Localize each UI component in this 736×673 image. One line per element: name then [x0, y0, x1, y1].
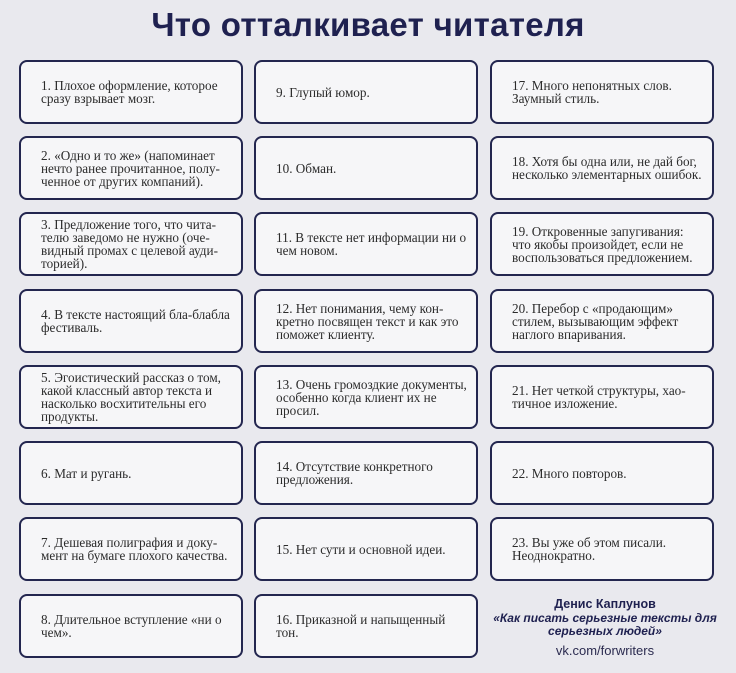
tip-card-11 — [254, 212, 478, 276]
tip-text: 1. Плохое оформление, которое сразу взрывает мозг. — [41, 78, 218, 106]
tip-text: 16. Приказной и напыщенный тон. — [276, 612, 446, 640]
tip-card-17 — [490, 60, 714, 124]
tip-text: 9. Глупый юмор. — [276, 84, 370, 100]
tip-card-18 — [490, 136, 714, 200]
tip-text: 14. Отсутствие конкретного предложения. — [276, 459, 433, 487]
tip-text: 5. Эгоистический рассказ о том, какой классный автор текста и насколько восхитительны его продукты. — [41, 370, 221, 424]
author-credit — [490, 597, 720, 659]
tip-text: 2. «Одно и то же» (напоминает нечто ранее прочитанное, полученное от других компаний). — [41, 147, 220, 189]
source-link[interactable]: vk.com/forwriters — [555, 643, 655, 658]
tip-card-22 — [490, 441, 714, 505]
tip-text: 3. Предложение того, что читателю заведомо не нужно (очевидный промах с целевой аудиторией). — [41, 217, 218, 271]
tip-text: 15. Нет сути и основной идеи. — [276, 541, 446, 557]
tip-text: 6. Мат и ругань. — [41, 465, 132, 481]
book-title: «Как писать серьезные тексты для серьезных людей» — [493, 611, 717, 638]
tip-card-7 — [19, 517, 243, 581]
tip-text: 18. Хотя бы одна или, не дай бог, несколько элементарных ошибок. — [512, 154, 702, 182]
tip-card-19 — [490, 212, 714, 276]
author-name: Денис Каплунов — [554, 597, 656, 611]
tip-card-3 — [19, 212, 243, 276]
tip-card-23 — [490, 517, 714, 581]
tip-text: 13. Очень громоздкие документы, особенно когда клиент их не просил. — [276, 376, 467, 418]
tip-text: 21. Нет четкой структуры, хаотичное изложение. — [512, 383, 686, 411]
tip-card-12 — [254, 289, 478, 353]
tip-card-16 — [254, 594, 478, 658]
tip-text: 11. В тексте нет информации ни о чем новом. — [276, 230, 467, 258]
tip-text: 22. Много повторов. — [512, 465, 627, 481]
tip-card-20 — [490, 289, 714, 353]
tip-text: 20. Перебор с «продающим» стилем, вызывающим эффект наглого впаривания. — [512, 300, 679, 342]
tip-card-15 — [254, 517, 478, 581]
tip-text: 23. Вы уже об этом писали. Неоднократно. — [512, 535, 667, 563]
tip-text: 19. Откровенные запугивания: что якобы произойдет, если не воспользоваться предложением. — [512, 223, 693, 265]
tip-card-5 — [19, 365, 243, 429]
tip-card-8 — [19, 594, 243, 658]
tip-card-2 — [19, 136, 243, 200]
tip-card-21 — [490, 365, 714, 429]
tip-text: 10. Обман. — [276, 160, 337, 176]
tip-text: 17. Много непонятных слов. Заумный стиль. — [512, 78, 672, 106]
tip-text: 8. Длительное вступление «ни о чем». — [41, 612, 222, 640]
page-title: Что отталкивает читателя — [151, 6, 585, 43]
tip-card-13 — [254, 365, 478, 429]
tip-card-4 — [19, 289, 243, 353]
tip-card-14 — [254, 441, 478, 505]
tip-card-9 — [254, 60, 478, 124]
tip-text: 4. В тексте настоящий бла-блабла фестиваль. — [41, 307, 230, 335]
tip-text: 12. Нет понимания, чему конкретно посвящен текст и как это поможет клиенту. — [276, 300, 459, 342]
tip-card-10 — [254, 136, 478, 200]
tip-text: 7. Дешевая полиграфия и документ на бумаге плохого качества. — [41, 535, 228, 563]
tip-card-1 — [19, 60, 243, 124]
tip-card-6 — [19, 441, 243, 505]
